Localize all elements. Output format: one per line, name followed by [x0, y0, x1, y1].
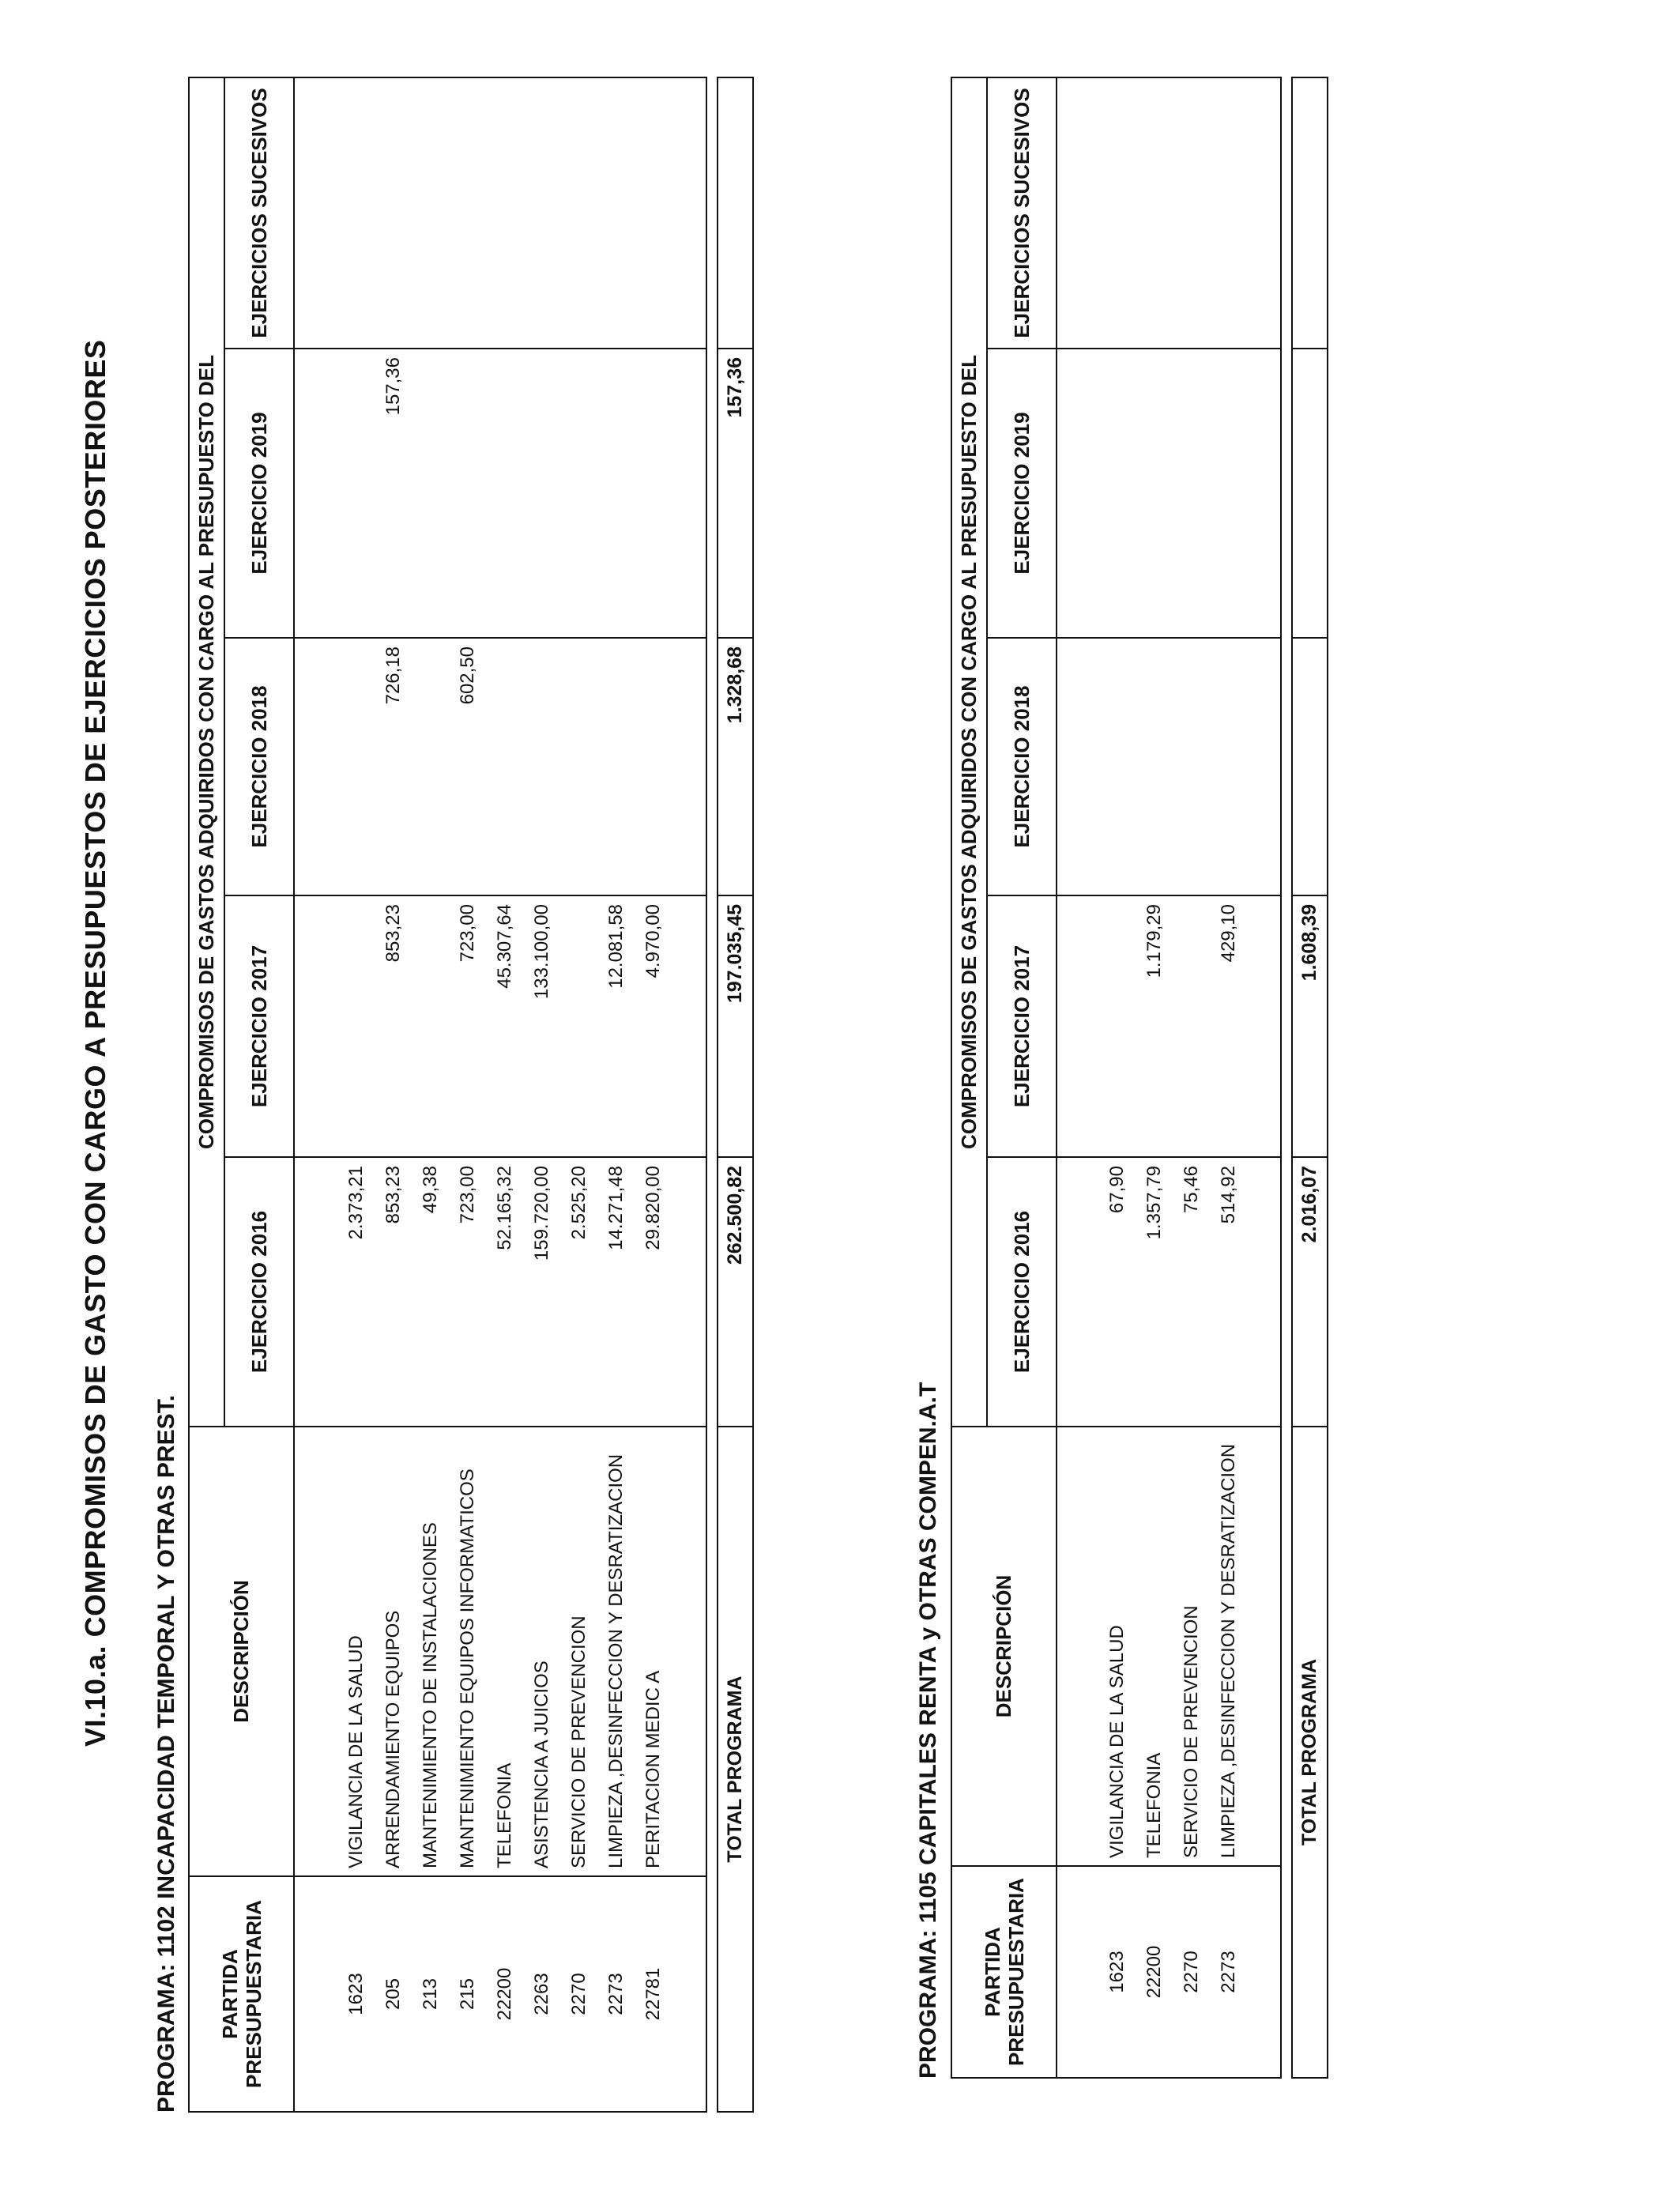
row-line-y18	[523, 639, 560, 895]
row-line-p: 22781	[642, 1967, 664, 2021]
row-line-p: 2273	[1218, 1951, 1239, 1993]
total-sucesivos	[718, 77, 753, 349]
row-line-y16: 29.820,00	[642, 1166, 664, 1250]
row-line-y16: 14.271,48	[605, 1166, 627, 1250]
row-line-p: 2273	[605, 1973, 627, 2015]
row-line-d: ASISTENCIA A JUICIOS	[531, 1661, 552, 1868]
row-line-y17: 12.081,58	[605, 904, 627, 989]
column-descriptions	[1057, 1427, 1281, 1866]
column-partida-codes	[294, 1876, 706, 2112]
row-line-y19	[597, 349, 635, 637]
table-program-1102	[188, 77, 754, 2113]
row-line-y18	[1136, 639, 1173, 895]
row-line-y17	[337, 896, 375, 1156]
row-line-y18: 602,50	[457, 647, 478, 705]
row-line-p: 215	[457, 1977, 478, 2011]
column-2017-values	[1057, 895, 1281, 1157]
column-2018-values	[1057, 638, 1281, 895]
total-2017: 197.035,45	[718, 895, 753, 1157]
row-line-d: VIGILANCIA DE LA SALUD	[345, 1635, 367, 1868]
row-line-d: MANTENIMIENTO DE INSTALACIONES	[420, 1522, 441, 1868]
row-line-y19	[560, 349, 597, 637]
column-partida-codes	[1057, 1866, 1281, 2078]
row-line-y19	[486, 349, 523, 637]
row-line-suc	[375, 78, 412, 348]
total-sucesivos	[1292, 77, 1328, 349]
row-line-p: 2270	[568, 1973, 590, 2015]
row-line-y18	[486, 639, 523, 895]
row-line-y19	[449, 349, 486, 637]
total-label: TOTAL PROGRAMA	[718, 1427, 753, 2112]
header-ejercicio-2017: EJERCICIO 2017	[224, 895, 294, 1157]
column-descriptions	[294, 1427, 706, 1876]
total-2016: 2.016,07	[1292, 1157, 1328, 1427]
header-partida-line2: PRESUPUESTARIA	[241, 1900, 266, 2088]
row-line-y16: 514,92	[1218, 1166, 1239, 1224]
row-line-y16: 723,00	[457, 1166, 478, 1224]
row-line-y17: 1.179,29	[1143, 904, 1165, 978]
row-line-y17: 723,00	[457, 904, 478, 963]
total-2019	[1292, 349, 1328, 638]
row-line-suc	[337, 78, 375, 348]
row-line-y19	[635, 349, 672, 637]
row-line-y17	[412, 896, 449, 1156]
header-ejercicio-2019: EJERCICIO 2019	[224, 349, 294, 638]
row-line-y19	[1136, 349, 1173, 637]
row-line-y18: 726,18	[382, 647, 404, 705]
header-descripcion: DESCRIPCIÓN	[951, 1427, 1057, 1866]
header-ejercicios-sucesivos: EJERCICIOS SUCESIVOS	[987, 77, 1057, 349]
row-line-y16: 2.373,21	[345, 1166, 367, 1240]
row-line-y17: 45.307,64	[494, 904, 515, 989]
header-spanning: COMPROMISOS DE GASTOS ADQUIRIDOS CON CARGO AL PRESUPUESTO DEL	[951, 77, 987, 1427]
column-sucesivos-values	[294, 77, 706, 349]
row-line-d: TELEFONIA	[1143, 1752, 1165, 1858]
row-line-suc	[597, 78, 635, 348]
row-line-p: 2270	[1181, 1951, 1202, 1993]
row-line-y18	[560, 639, 597, 895]
total-2018	[1292, 638, 1328, 895]
row-line-y19	[523, 349, 560, 637]
row-line-p: 213	[420, 1977, 441, 2011]
header-ejercicio-2019: EJERCICIO 2019	[987, 349, 1057, 638]
row-line-y19	[337, 349, 375, 637]
header-partida-line1: PARTIDA	[980, 1927, 1004, 2017]
row-line-y16: 159.720,00	[531, 1166, 552, 1261]
row-line-y17: 853,23	[382, 904, 404, 963]
row-line-p: 22200	[1143, 1945, 1165, 1999]
header-descripcion: DESCRIPCIÓN	[189, 1427, 294, 1876]
column-2018-values	[294, 638, 706, 895]
row-line-p: 1623	[1106, 1951, 1128, 1993]
row-line-d: PERITACION MEDIC A	[642, 1670, 664, 1868]
row-line-y19	[1210, 349, 1247, 637]
total-row-gap	[707, 77, 717, 2113]
row-line-suc	[449, 78, 486, 348]
row-line-p: 2263	[531, 1973, 552, 2015]
row-line-y18	[337, 639, 375, 895]
row-line-y18	[597, 639, 635, 895]
row-line-y17: 133.100,00	[531, 904, 552, 1000]
row-line-suc	[412, 78, 449, 348]
row-line-suc	[523, 78, 560, 348]
row-line-suc	[1136, 78, 1173, 348]
header-ejercicio-2018: EJERCICIO 2018	[987, 638, 1057, 895]
row-line-d: ARRENDAMIENTO EQUIPOS	[382, 1610, 404, 1868]
row-line-y17	[1098, 896, 1136, 1156]
row-line-suc	[1210, 78, 1247, 348]
row-line-y16: 67,90	[1106, 1166, 1128, 1214]
row-line-y17: 4.970,00	[642, 904, 664, 978]
row-line-y16: 75,46	[1181, 1166, 1202, 1214]
commitments-table-1105	[951, 77, 1282, 2079]
header-partida-line2: PRESUPUESTARIA	[1004, 1878, 1028, 2066]
row-line-d: LIMPIEZA ,DESINFECCION Y DESRATIZACION	[1218, 1443, 1239, 1858]
header-ejercicio-2016: EJERCICIO 2016	[224, 1157, 294, 1427]
header-partida-line1: PARTIDA	[217, 1949, 242, 2039]
row-line-suc	[1173, 78, 1210, 348]
row-line-d: MANTENIMIENTO EQUIPOS INFORMATICOS	[457, 1468, 478, 1868]
row-line-suc	[560, 78, 597, 348]
row-line-y18	[412, 639, 449, 895]
column-sucesivos-values	[1057, 77, 1281, 349]
table-program-1105	[951, 77, 1328, 2079]
row-line-d: TELEFONIA	[494, 1762, 515, 1868]
total-2016: 262.500,82	[718, 1157, 753, 1427]
row-line-y17	[1173, 896, 1210, 1156]
row-line-y19	[1098, 349, 1136, 637]
header-ejercicios-sucesivos: EJERCICIOS SUCESIVOS	[224, 77, 294, 349]
row-line-suc	[486, 78, 523, 348]
row-line-p: 1623	[345, 1973, 367, 2015]
header-ejercicio-2018: EJERCICIO 2018	[224, 638, 294, 895]
column-2016-values	[294, 1157, 706, 1427]
header-ejercicio-2017: EJERCICIO 2017	[987, 895, 1057, 1157]
program-1102-label: PROGRAMA: 1102 INCAPACIDAD TEMPORAL Y OTRAS PREST.	[153, 1395, 179, 2113]
total-2018: 1.328,68	[718, 638, 753, 895]
row-line-y17	[560, 896, 597, 1156]
row-line-d: LIMPIEZA ,DESINFECCION Y DESRATIZACION	[605, 1453, 627, 1868]
row-line-y18	[1098, 639, 1136, 895]
row-line-y19	[412, 349, 449, 637]
row-line-d: VIGILANCIA DE LA SALUD	[1106, 1625, 1128, 1858]
column-2016-values	[1057, 1157, 1281, 1427]
total-row-1102	[717, 77, 754, 2113]
header-partida	[951, 1866, 1057, 2078]
row-line-y18	[635, 639, 672, 895]
row-line-d: SERVICIO DE PREVENCION	[568, 1615, 590, 1868]
row-line-p: 22200	[494, 1967, 515, 2021]
column-2019-values	[294, 349, 706, 638]
row-line-y19: 157,36	[382, 357, 404, 416]
row-line-y17: 429,10	[1218, 904, 1239, 963]
page-title: VI.10.a. COMPROMISOS DE GASTO CON CARGO A PRESUPUESTOS DE EJERCICIOS POSTERIORES	[79, 339, 111, 1747]
row-line-d: SERVICIO DE PREVENCION	[1181, 1605, 1202, 1858]
row-line-y16: 49,38	[420, 1166, 441, 1214]
commitments-table-1102	[188, 77, 707, 2113]
row-line-y16: 1.357,79	[1143, 1166, 1165, 1240]
row-line-y19	[1173, 349, 1210, 637]
row-line-y16: 52.165,32	[494, 1166, 515, 1250]
column-2017-values	[294, 895, 706, 1157]
row-line-y16: 853,23	[382, 1166, 404, 1224]
row-line-suc	[1098, 78, 1136, 348]
row-line-y16: 2.525,20	[568, 1166, 590, 1240]
row-line-suc	[635, 78, 672, 348]
row-line-p: 205	[382, 1977, 404, 2011]
row-line-y18	[1173, 639, 1210, 895]
total-2019: 157,36	[718, 349, 753, 638]
total-2017: 1.608,39	[1292, 895, 1328, 1157]
header-spanning: COMPROMISOS DE GASTOS ADQUIRIDOS CON CARGO AL PRESUPUESTO DEL	[189, 77, 224, 1427]
row-line-y18	[1210, 639, 1247, 895]
total-label: TOTAL PROGRAMA	[1292, 1427, 1328, 2078]
column-2019-values	[1057, 349, 1281, 638]
header-partida	[189, 1876, 294, 2112]
header-ejercicio-2016: EJERCICIO 2016	[987, 1157, 1057, 1427]
program-1105-label: PROGRAMA: 1105 CAPITALES RENTA y OTRAS COMPEN.A.T	[915, 1382, 941, 2079]
total-row-gap	[1282, 77, 1291, 2079]
total-row-1105	[1291, 77, 1328, 2079]
